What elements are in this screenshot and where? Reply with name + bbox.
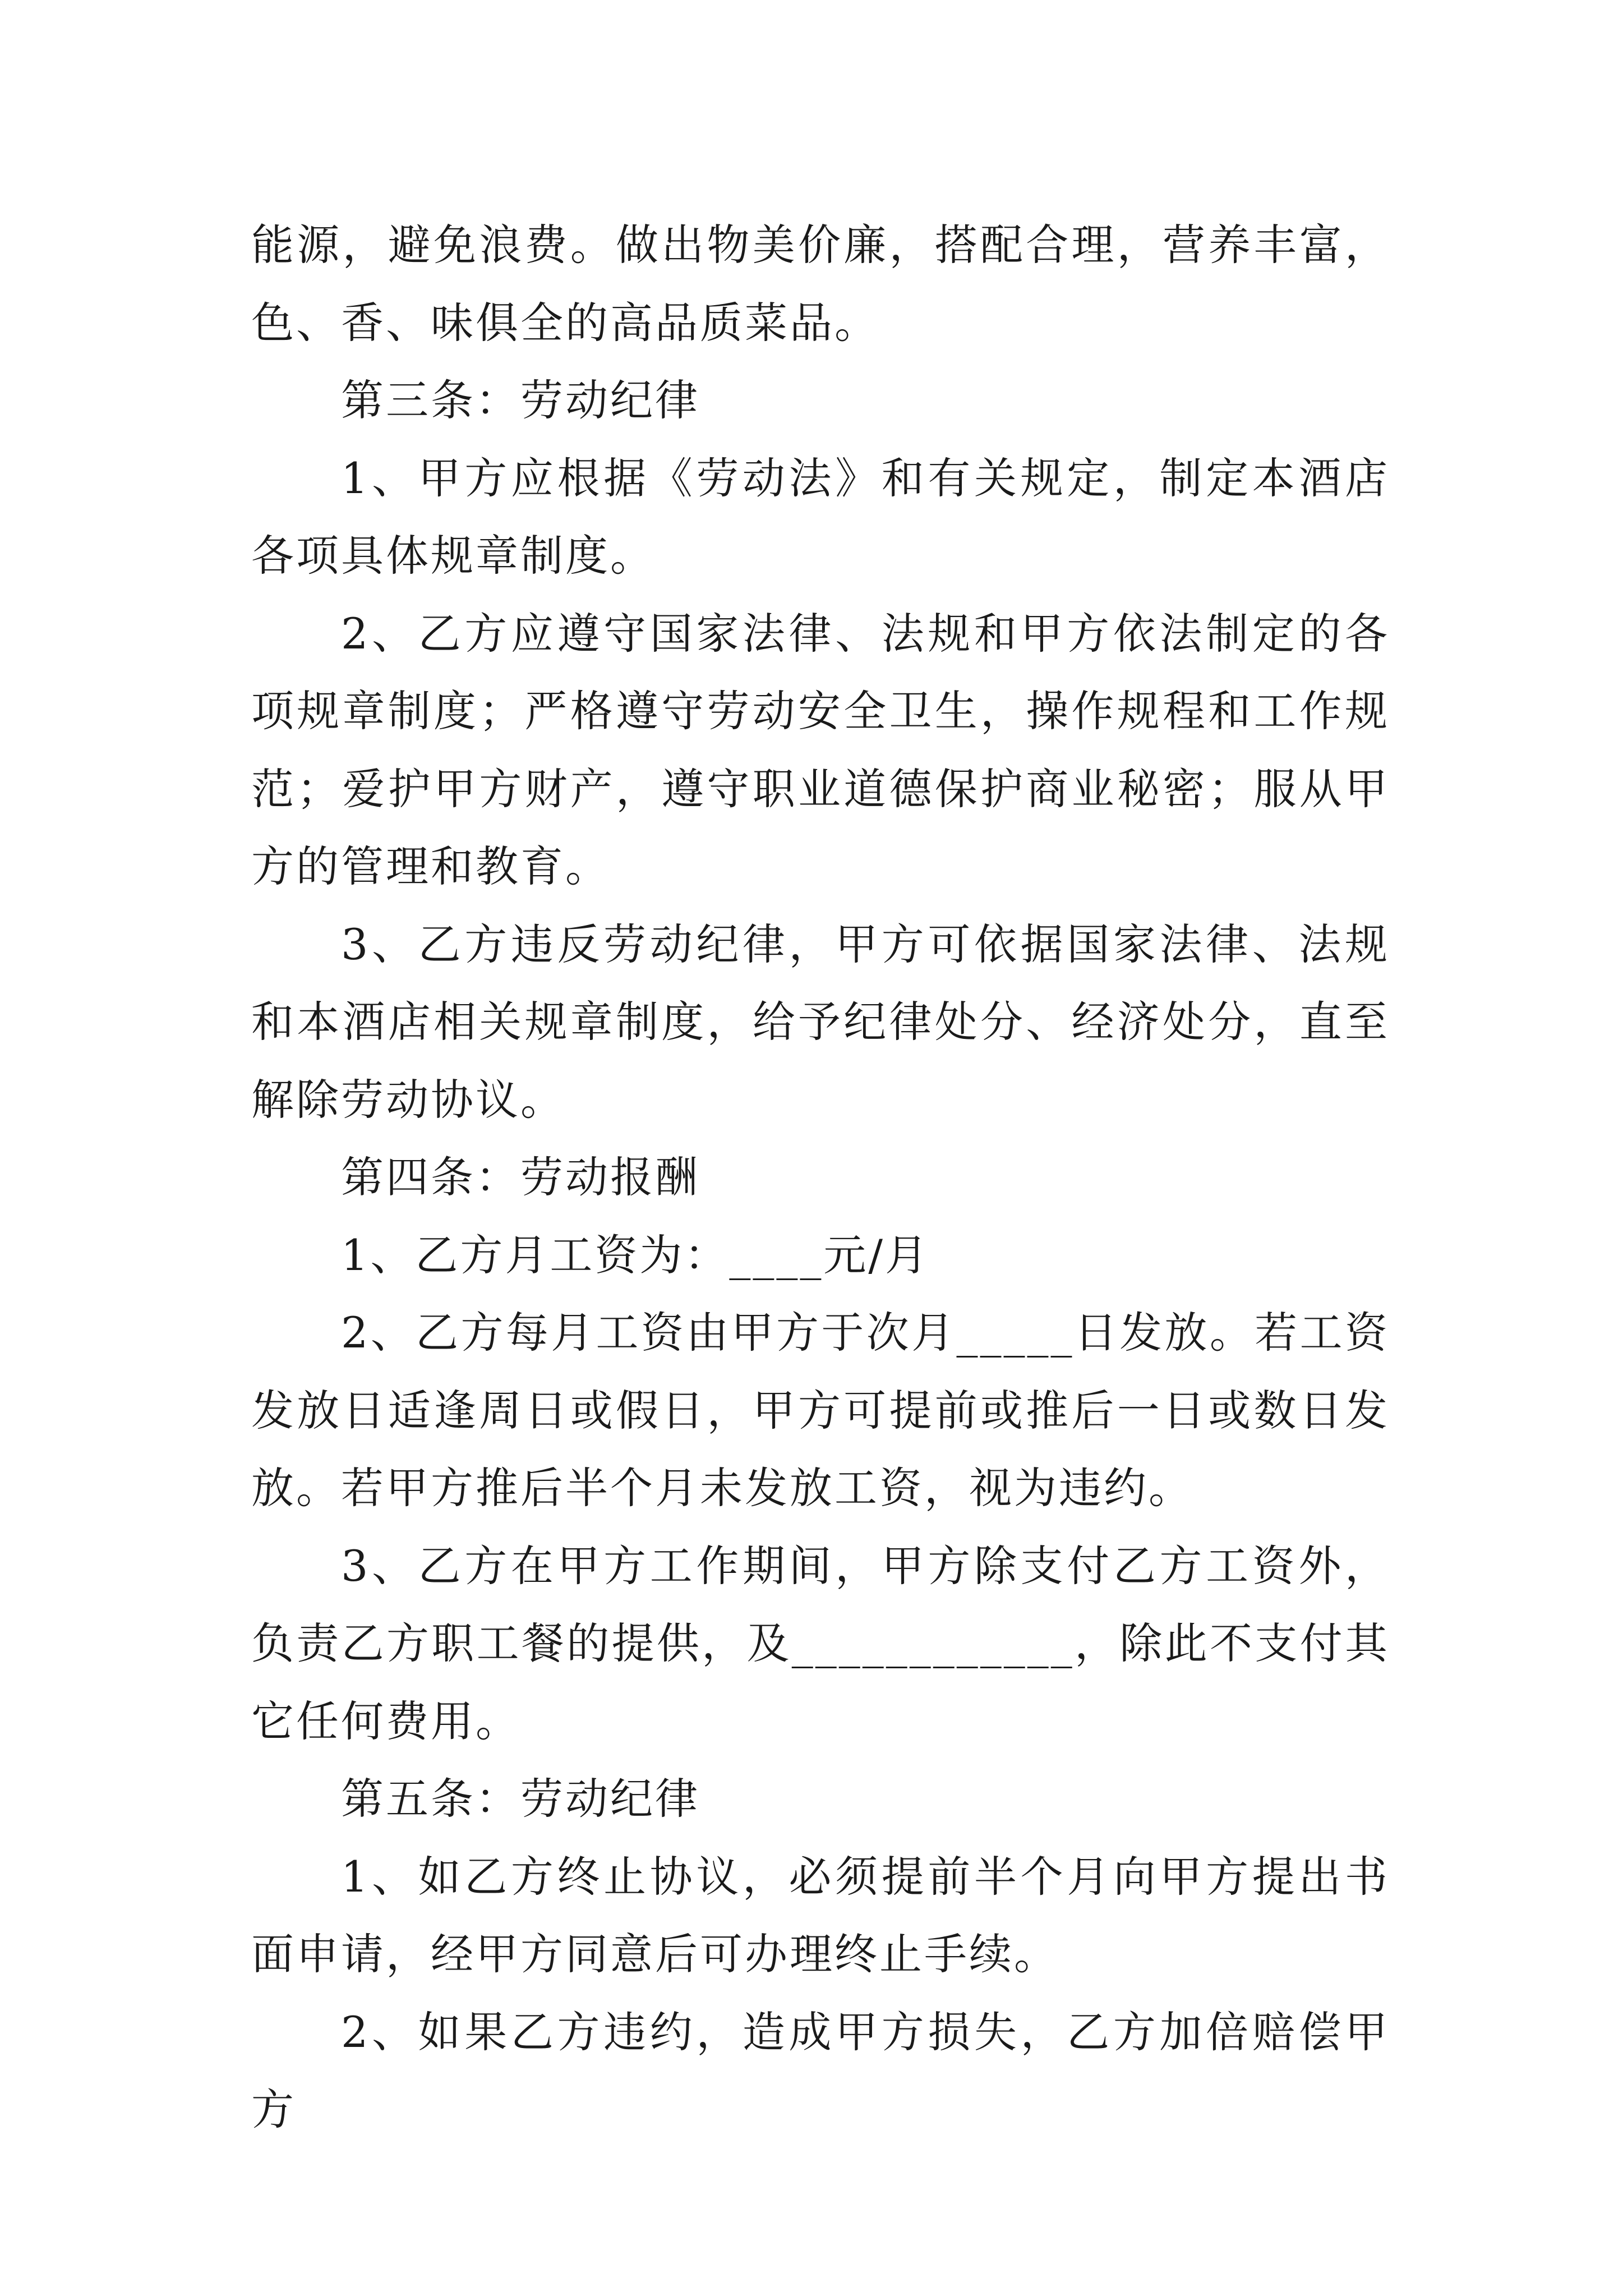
article-4-clause-2: 2、乙方每月工资由甲方于次月_____日发放。若工资发放日适逢周日或假日，甲方可提前或推后一日或数日发放。若甲方推后半个月未发放工资，视为违约。 [251,1308,1390,1513]
article-4-heading: 第四条：劳动报酬 [341,1152,700,1202]
paragraph-continuation: 能源，避免浪费。做出物美价廉，搭配合理，营养丰富，色、香、味俱全的高品质菜品。 [251,220,1390,348]
article-3-clause-3: 3、乙方违反劳动纪律，甲方可依据国家法律、法规和本酒店相关规章制度，给予纪律处分、经济处分，直至解除劳动协议。 [251,919,1390,1125]
article-5-clause-2: 2、如果乙方违约，造成甲方损失，乙方加倍赔偿甲方 [251,2007,1390,2134]
article-4-clause-1: 1、乙方月工资为：____元/月 [341,1230,930,1280]
document-body [251,206,1390,2149]
article-5-heading: 第五条：劳动纪律 [341,1774,700,1824]
article-4-clause-3: 3、乙方在甲方工作期间，甲方除支付乙方工资外，负责乙方职工餐的提供，及____________，除此不支付其它任何费用。 [251,1540,1390,1746]
article-3-clause-2: 2、乙方应遵守国家法律、法规和甲方依法制定的各项规章制度；严格遵守劳动安全卫生，操作规程和工作规范；爱护甲方财产，遵守职业道德保护商业秘密；服从甲方的管理和教育。 [251,608,1390,891]
article-3-clause-1: 1、甲方应根据《劳动法》和有关规定，制定本酒店各项具体规章制度。 [251,453,1390,581]
article-3-heading: 第三条：劳动纪律 [341,375,700,425]
article-5-clause-1: 1、如乙方终止协议，必须提前半个月向甲方提出书面申请，经甲方同意后可办理终止手续。 [251,1851,1390,1979]
